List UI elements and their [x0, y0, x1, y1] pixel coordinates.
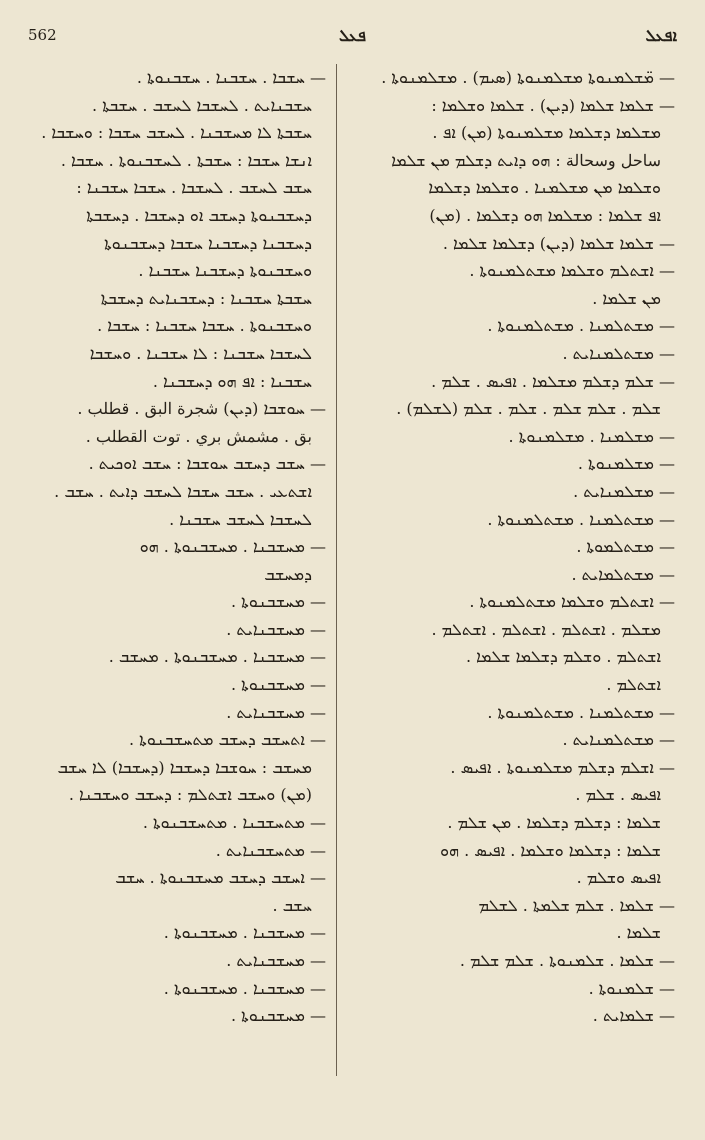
entry-line: — ܡܫܬܠܡܘܬܐ .: [576, 537, 675, 557]
running-head-center: ܦܥܠ: [339, 26, 366, 45]
entry-line: — ܐܚܫܒ ܕܚܫܒ ܡܚܫܒܢܘܬܐ . ܚܫܒ: [115, 868, 326, 888]
entry-line: ܐܦܝܣ ܘܫܠܡ .: [576, 868, 661, 888]
entry-line: ساحل وسحالة : ܗܘ ܕܐܝܬ ܕܫܠܡ ܡܢ ܫܠܡܐ: [391, 150, 661, 170]
entry-line: — ܡܫܠܡܢܐ . ܡܫܠܡܢܘܬܐ .: [508, 426, 675, 446]
entry-line: — ܡܚܫܒܢܘܬܐ .: [231, 1006, 326, 1026]
entry-line: — ܐܫܬܠܡ ܘܫܠܡܐ ܡܫܬܠܡܢܘܬܐ .: [469, 261, 675, 281]
entry-line: — ܐܫܠܡ ܕܫܠܡ ܡܫܠܡܢܘܬܐ . ܐܦܝܣ .: [450, 757, 675, 777]
entry-line: ܚܫܒ .: [272, 895, 312, 915]
entry-line: ܠܚܫܒܐ ܠܚܫܒ ܚܫܒܢܐ .: [169, 509, 312, 529]
entry-line: — ܡܬܚܫܒܢܐ . ܡܬܚܫܒܢܘܬܐ .: [142, 813, 326, 833]
entry-line: ܘܚܫܒܢܘܬܐ ܕܚܫܒܢܐ ܚܫܒܢܐ .: [138, 261, 312, 281]
entry-line: ܐܫܬܥܝ . ܚܫܒ ܚܫܒܐ ܠܚܫܒ ܕܐܝܬ . ܚܫܒ .: [54, 481, 312, 501]
entry-line: بق . مشمش بري . توت القطلب .: [85, 426, 312, 446]
entry-line: — ܡܚܫܒܢܐ . ܡܚܫܒܢܘܬܐ .: [163, 923, 326, 943]
entry-line: ܕܡܚܫܒ: [264, 564, 312, 584]
entry-line: ܡܫܠܡ . ܐܫܬܠܡ . ܐܫܬܠܡ . ܐܫܬܠܡ .: [431, 619, 661, 639]
entry-line: ܡܚܫܒ : ܚܘܫܒܐ ܕܚܫܒܐ (ܕܚܫܒܐ) ܠܐ ܚܫܒ: [57, 757, 312, 777]
entry-line: — ܡܫܠܡܢܘܬܐ .: [577, 454, 675, 474]
entry-line: ܕܚܫܒܢܐ ܕܚܫܒܢܐ ܚܫܒܐ ܕܚܫܒܢܘܬܐ: [104, 233, 312, 253]
entry-line: — ܡܫܬܠܡܢܐܝܬ .: [562, 730, 675, 750]
entry-line: — ܡܫܬܠܡܢܐ . ܡܫܬܠܡܢܘܬܐ .: [487, 509, 675, 529]
right-column: [347, 64, 675, 1030]
entry-line: — ܡܚܫܒܢܐܝܬ .: [226, 702, 326, 722]
entry-line: ܚܫܒܢܐܝܬ . ܠܚܫܒܐ ܠܚܫܒ . ܚܫܒܬܐ .: [92, 95, 312, 115]
entry-line: — ܫܠܡ ܕܫܠܡ ܡܫܠܡܐ . ܐܦܝܣ . ܫܠܡ .: [431, 371, 675, 391]
entry-line: — ܚܫܒ ܕܚܫܒ ܚܘܫܒܐ : ܚܫܒ ܐܘܟܝܬ .: [88, 454, 326, 474]
column-divider: [336, 64, 337, 1076]
entry-line: ܚܫܒܬܐ ܠܐ ܡܚܫܒܢܐ . ܠܚܫܒ ܚܫܒܐ : ܘܚܫܒܐ .: [41, 123, 312, 143]
entry-line: — ܡܫܬܠܡܐܝܬ .: [571, 564, 675, 584]
entry-line: ܘܚܫܒܢܘܬܐ . ܚܫܒܐ ܚܫܒܢܐ : ܚܫܒܐ .: [97, 316, 312, 336]
entry-line: — ܡܫܠܡܢܐܝܬ .: [573, 481, 675, 501]
entry-line: ܐܫܬܠܡ . ܘܫܠܡ ܕܫܠܡܐ ܫܠܡܐ .: [465, 647, 661, 667]
page-number: 562: [28, 26, 57, 44]
entry-line: — ܐܫܬܠܡ ܘܫܠܡܐ ܡܫܬܠܡܢܘܬܐ .: [469, 592, 675, 612]
entry-line: ܫܠܡܐ : ܕܫܠܡܐ ܘܫܠܡܐ . ܐܦܝܣ . ܗܘ: [440, 840, 661, 860]
entry-line: ܐܢܫܐ ܚܫܒܐ : ܚܫܒܬܐ . ܠܚܫܒܢܘܬܐ . ܚܫܒܐ .: [60, 150, 312, 170]
entry-line: ܠܚܫܒܐ ܚܫܒܢܐ : ܠܐ ܚܫܒܢܐ . ܘܚܫܒܐ: [89, 343, 312, 363]
entry-line: — ܚܫܒܐ . ܚܫܒܢܐ . ܚܫܒܢܘܬܐ .: [136, 68, 326, 87]
page-header: [28, 26, 677, 52]
entry-line: — ܡܚܫܒܢܐ . ܡܚܫܒܢܘܬܐ . ܡܚܫܒ .: [108, 647, 326, 667]
entry-line: — ܡܫܬܠܡܢܐܝܬ .: [562, 343, 675, 363]
entry-line: — ܫܠܡܐ . ܫܠܡ ܫܠܡܬܐ . ܠܫܠܡ: [478, 895, 675, 915]
entry-line: — ܫܠܡܐܝܬ .: [592, 1006, 675, 1026]
left-column: [26, 64, 326, 1030]
entry-line: ܫܠܡܐ : ܕܫܠܡ ܕܫܠܡܐ . ܡܢ ܫܠܡ .: [447, 813, 661, 833]
entry-line: — ܫܠܡܐ ܫܠܡܐ (ܕܝܢ) ܕܫܠܡܐ ܫܠܡܐ .: [442, 233, 675, 253]
entry-line: — ܡܚܫܒܢܐ . ܡܚܫܒܢܘܬܐ . ܗܘ: [139, 537, 326, 557]
entry-line: — ܫܠܡܢܘܬܐ .: [588, 978, 675, 998]
entry-line: — ܡܫܬܠܡܢܐ . ܡܫܬܠܡܢܘܬܐ .: [487, 316, 675, 336]
entry-line: ܫܠܡܐ .: [616, 923, 661, 943]
running-head-right: ܐܦܥܠ: [645, 26, 677, 45]
entry-line: — ܡ̈ܫܠܡܢܘܬܐ ܡܫܠܡܢܘܬܐ (ܣܝܡ) . ܡܫܠܡܢܘܬܐ .: [381, 68, 675, 87]
entry-line: — ܡܬܚܫܒܢܐܝܬ .: [215, 840, 326, 860]
entry-line: — ܡܚܫܒܢܐܝܬ .: [226, 619, 326, 639]
entry-line: — ܐܬܚܫܒ ܕܚܫܒ ܡܬܚܫܒܢܘܬܐ .: [129, 730, 326, 750]
entry-line: — ܚܘܫܒܐ (ܕܝܢ) شجرة البق . قطلب .: [77, 399, 326, 419]
entry-line: — ܫܠܡܐ . ܫܠܡܢܘܬܐ . ܫܠܡ ܫܠܡ .: [459, 951, 675, 970]
entry-line: (ܡܢ) ܘܚܫܒ ܐܫܬܠܡ : ܕܚܫܒ ܘܚܫܒܢܐ .: [68, 785, 312, 805]
entry-line: — ܡܚܫܒܢܐ . ܡܚܫܒܢܘܬܐ .: [163, 978, 326, 998]
entry-line: ܫܠܡ . ܫܠܡ ܫܠܡ . ܫܠܡ . ܫܠܡ (ܠܫܠܡ) .: [396, 399, 661, 419]
entry-line: — ܡܫܬܠܡܢܐ . ܡܫܬܠܡܢܘܬܐ .: [487, 702, 675, 722]
entry-line: — ܫܠܡܐ ܫܠܡܐ (ܕܝܢ) . ܫܠܡܐ ܘܫܠܡܐ :: [431, 95, 675, 115]
entry-line: ܕܚܫܒܢܘܬܐ ܕܚܫܒ ܐܘ ܕܚܫܒܐ . ܕܚܫܒܬܐ: [86, 205, 312, 225]
entry-line: ܡܢ ܫܠܡܐ .: [592, 288, 661, 308]
entry-line: ܚܫܒ ܠܚܫܒ . ܠܚܫܒܐ . ܚܫܒܐ ܚܫܒܢܐ :: [76, 178, 312, 198]
entry-line: ܡܫܠܡܐ ܕܫܠܡܐ ܡܫܠܡܢܘܬܐ (ܡܢ) ܐܦ .: [432, 123, 661, 143]
entry-line: — ܡܚܫܒܢܐܝܬ .: [226, 951, 326, 970]
entry-line: ܐܫܬܠܡ .: [606, 675, 661, 695]
entry-line: — ܡܚܫܒܢܘܬܐ .: [231, 675, 326, 695]
entry-line: ܐܦ ܫܠܡܐ : ܡܫܠܡܐ ܗܘ ܕܫܠܡܐ . (ܡܢ): [429, 205, 661, 225]
entry-line: ܘܫܠܡܐ ܡܢ ܡܫܠܡܢܐ . ܘܫܠܡܐ ܕܫܠܡܐ: [428, 178, 661, 198]
entry-line: — ܡܚܫܒܢܘܬܐ .: [231, 592, 326, 612]
entry-line: ܚܫܒܬܐ ܚܫܒܢܐ : ܕܚܫܒܢܐܝܬ ܕܚܫܒܬܐ: [100, 288, 312, 308]
entry-line: ܚܫܒܢܐ : ܐܦ ܗܘ ܕܚܫܒܢܐ .: [152, 371, 312, 391]
entry-line: ܐܦܝܣ . ܫܠܡ .: [575, 785, 661, 805]
